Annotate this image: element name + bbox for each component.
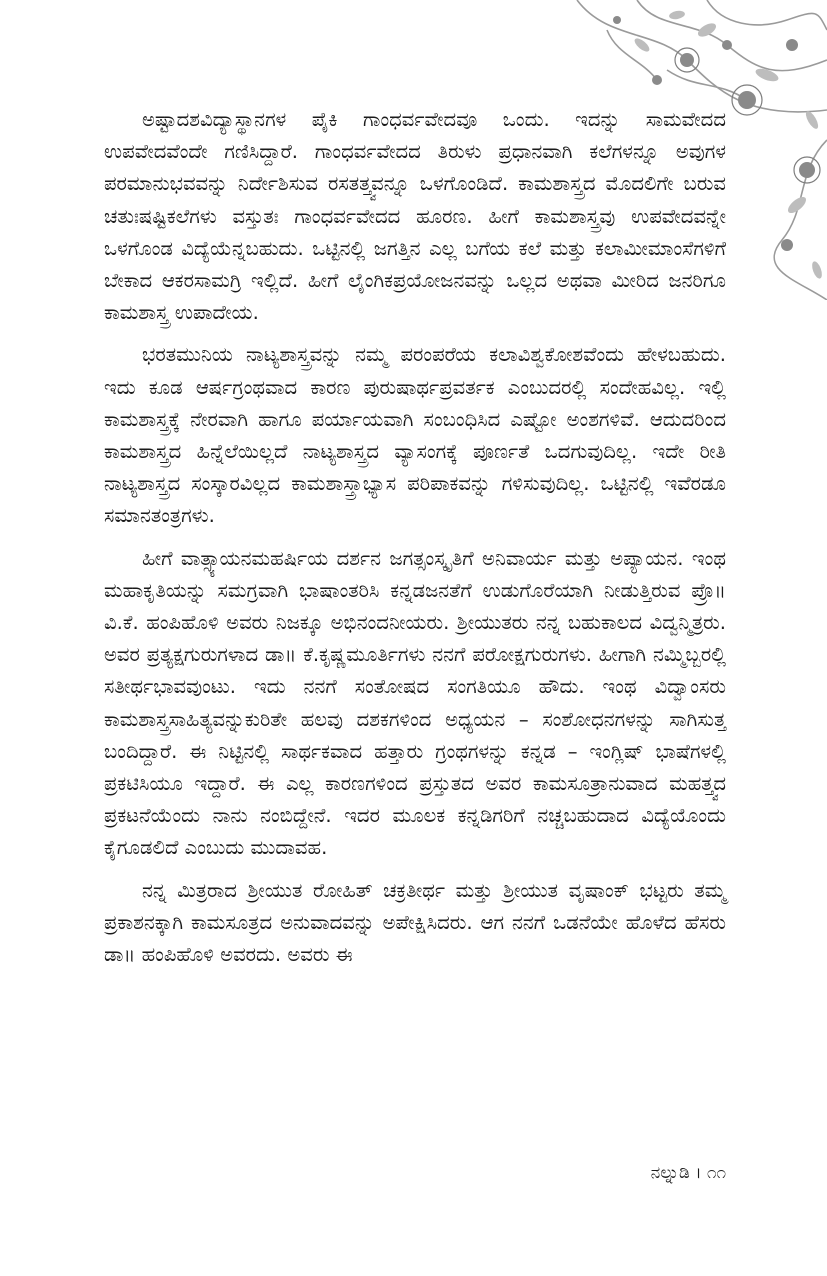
footer-separator: ।: [695, 1163, 702, 1183]
paragraph-friends-request: ನನ್ನ ಮಿತ್ರರಾದ ಶ್ರೀಯುತ ರೋಹಿತ್ ಚಕ್ರತೀರ್ಥ ಮತ್ತು ಶ್ರೀಯುತ ವೃಷಾಂಕ್ ಭಟ್ಟರು ತಮ್ಮ ಪ್ರಕಾಶನಕ್ಕಾಗಿ ಕಾಮಸೂತ್ರದ ಅನುವಾದವನ್ನು ಅಪೇಕ್ಷಿಸಿದರು. ಆಗ ನನಗೆ ಒಡನೆಯೇ ಹೊಳೆದ ಹೆಸರು ಡಾ॥ ಹಂಪಿಹೊಳಿ ಅವರದು. ಅವರು ಈ: [104, 878, 726, 967]
paragraph-gandharva-veda: ಅಷ್ಟಾದಶವಿದ್ಯಾಸ್ಥಾನಗಳ ಪೈಕಿ ಗಾಂಧರ್ವವೇದವೂ ಒಂದು. ಇದನ್ನು ಸಾಮವೇದದ ಉಪವೇದವೆಂದೇ ಗಣಿಸಿದ್ದಾರೆ. ಗಾಂಧರ್ವವೇದದ ತಿರುಳು ಪ್ರಧಾನವಾಗಿ ಕಲೆಗಳನ್ನೂ ಅವುಗಳ ಪರಮಾನುಭವವನ್ನು ನಿರ್ದೇಶಿಸುವ ರಸತತ್ತ್ವವನ್ನೂ ಒಳಗೊಂಡಿದೆ. ಕಾಮಶಾಸ್ತ್ರದ ಮೊದಲಿಗೇ ಬರುವ ಚತುಃಷಷ್ಟಿಕಲೆಗಳು ವಸ್ತುತಃ ಗಾಂಧರ್ವವೇದದ ಹೂರಣ. ಹೀಗೆ ಕಾಮಶಾಸ್ತ್ರವು ಉಪವೇದವನ್ನೇ ಒಳಗೊಂಡ ವಿದ್ಯೆಯೆನ್ನಬಹುದು. ಒಟ್ಟಿನಲ್ಲಿ ಜಗತ್ತಿನ ಎಲ್ಲ ಬಗೆಯ ಕಲೆ ಮತ್ತು ಕಲಾಮೀಮಾಂಸೆಗಳಿಗೆ ಬೇಕಾದ ಆಕರಸಾಮಗ್ರಿ ಇಲ್ಲಿದೆ. ಹೀಗೆ ಲೈಂಗಿಕಪ್ರಯೋಜನವನ್ನು ಒಲ್ಲದ ಅಥವಾ ಮೀರಿದ ಜನರಿಗೂ ಕಾಮಶಾಸ್ತ್ರ ಉಪಾದೇಯ.: [104, 108, 726, 325]
paragraph-natya-shastra: ಭರತಮುನಿಯ ನಾಟ್ಯಶಾಸ್ತ್ರವನ್ನು ನಮ್ಮ ಪರಂಪರೆಯ ಕಲಾವಿಶ್ವಕೋಶವೆಂದು ಹೇಳಬಹುದು. ಇದು ಕೂಡ ಆರ್ಷಗ್ರಂಥವಾದ ಕಾರಣ ಪುರುಷಾರ್ಥಪ್ರವರ್ತಕ ಎಂಬುದರಲ್ಲಿ ಸಂದೇಹವಿಲ್ಲ. ಇಲ್ಲಿ ಕಾಮಶಾಸ್ತ್ರಕ್ಕೆ ನೇರವಾಗಿ ಹಾಗೂ ಪರ್ಯಾಯವಾಗಿ ಸಂಬಂಧಿಸಿದ ಎಷ್ಟೋ ಅಂಶಗಳಿವೆ. ಆದುದರಿಂದ ಕಾಮಶಾಸ್ತ್ರದ ಹಿನ್ನೆಲೆಯಿಲ್ಲದೆ ನಾಟ್ಯಶಾಸ್ತ್ರದ ವ್ಯಾಸಂಗಕ್ಕೆ ಪೂರ್ಣತೆ ಒದಗುವುದಿಲ್ಲ. ಇದೇ ರೀತಿ ನಾಟ್ಯಶಾಸ್ತ್ರದ ಸಂಸ್ಕಾರವಿಲ್ಲದ ಕಾಮಶಾಸ್ತ್ರಾಭ್ಯಾಸ ಪರಿಪಾಕವನ್ನು ಗಳಿಸುವುದಿಲ್ಲ. ಒಟ್ಟಿನಲ್ಲಿ ಇವೆರಡೂ ಸಮಾನತಂತ್ರಗಳು.: [104, 343, 726, 528]
footer-section-title: ನಲ್ನುಡಿ: [650, 1163, 690, 1183]
page-footer: [550, 1163, 726, 1183]
paragraph-hampiholi-praise: ಹೀಗೆ ವಾತ್ಸ್ಯಾಯನಮಹರ್ಷಿಯ ದರ್ಶನ ಜಗತ್ಸಂಸ್ಕೃತಿಗೆ ಅನಿವಾರ್ಯ ಮತ್ತು ಅಪ್ಯಾಯನ. ಇಂಥ ಮಹಾಕೃತಿಯನ್ನು ಸಮಗ್ರವಾಗಿ ಭಾಷಾಂತರಿಸಿ ಕನ್ನಡಜನತೆಗೆ ಉಡುಗೊರೆಯಾಗಿ ನೀಡುತ್ತಿರುವ ಪ್ರೊ॥ ವಿ.ಕೆ. ಹಂಪಿಹೊಳಿ ಅವರು ನಿಜಕ್ಕೂ ಅಭಿನಂದನೀಯರು. ಶ್ರೀಯುತರು ನನ್ನ ಬಹುಕಾಲದ ವಿದ್ವನ್ಮಿತ್ರರು. ಅವರ ಪ್ರತ್ಯಕ್ಷಗುರುಗಳಾದ ಡಾ॥ ಕೆ.ಕೃಷ್ಣಮೂರ್ತಿಗಳು ನನಗೆ ಪರೋಕ್ಷಗುರುಗಳು. ಹೀಗಾಗಿ ನಮ್ಮಿಬ್ಬರಲ್ಲಿ ಸತೀರ್ಥಭಾವವುಂಟು. ಇದು ನನಗೆ ಸಂತೋಷದ ಸಂಗತಿಯೂ ಹೌದು. ಇಂಥ ವಿದ್ವಾಂಸರು ಕಾಮಶಾಸ್ತ್ರಸಾಹಿತ್ಯವನ್ನುಕುರಿತೇ ಹಲವು ದಶಕಗಳಿಂದ ಅಧ್ಯಯನ – ಸಂಶೋಧನಗಳನ್ನು ಸಾಗಿಸುತ್ತ ಬಂದಿದ್ದಾರೆ. ಈ ನಿಟ್ಟಿನಲ್ಲಿ ಸಾರ್ಥಕವಾದ ಹತ್ತಾರು ಗ್ರಂಥಗಳನ್ನು ಕನ್ನಡ – ಇಂಗ್ಲಿಷ್ ಭಾಷೆಗಳಲ್ಲಿ ಪ್ರಕಟಿಸಿಯೂ ಇದ್ದಾರೆ. ಈ ಎಲ್ಲ ಕಾರಣಗಳಿಂದ ಪ್ರಸ್ತುತದ ಅವರ ಕಾಮಸೂತ್ರಾನುವಾದ ಮಹತ್ತ್ವದ ಪ್ರಕಟನೆಯೆಂದು ನಾನು ನಂಬಿದ್ದೇನೆ. ಇದರ ಮೂಲಕ ಕನ್ನಡಿಗರಿಗೆ ನಚ್ಚಬಹುದಾದ ವಿದ್ಯೆಯೊಂದು ಕೈಗೂಡಲಿದೆ ಎಂಬುದು ಮುದಾವಹ.: [104, 546, 726, 860]
body-text: [104, 104, 726, 981]
page-number: ೧೧: [706, 1163, 726, 1183]
